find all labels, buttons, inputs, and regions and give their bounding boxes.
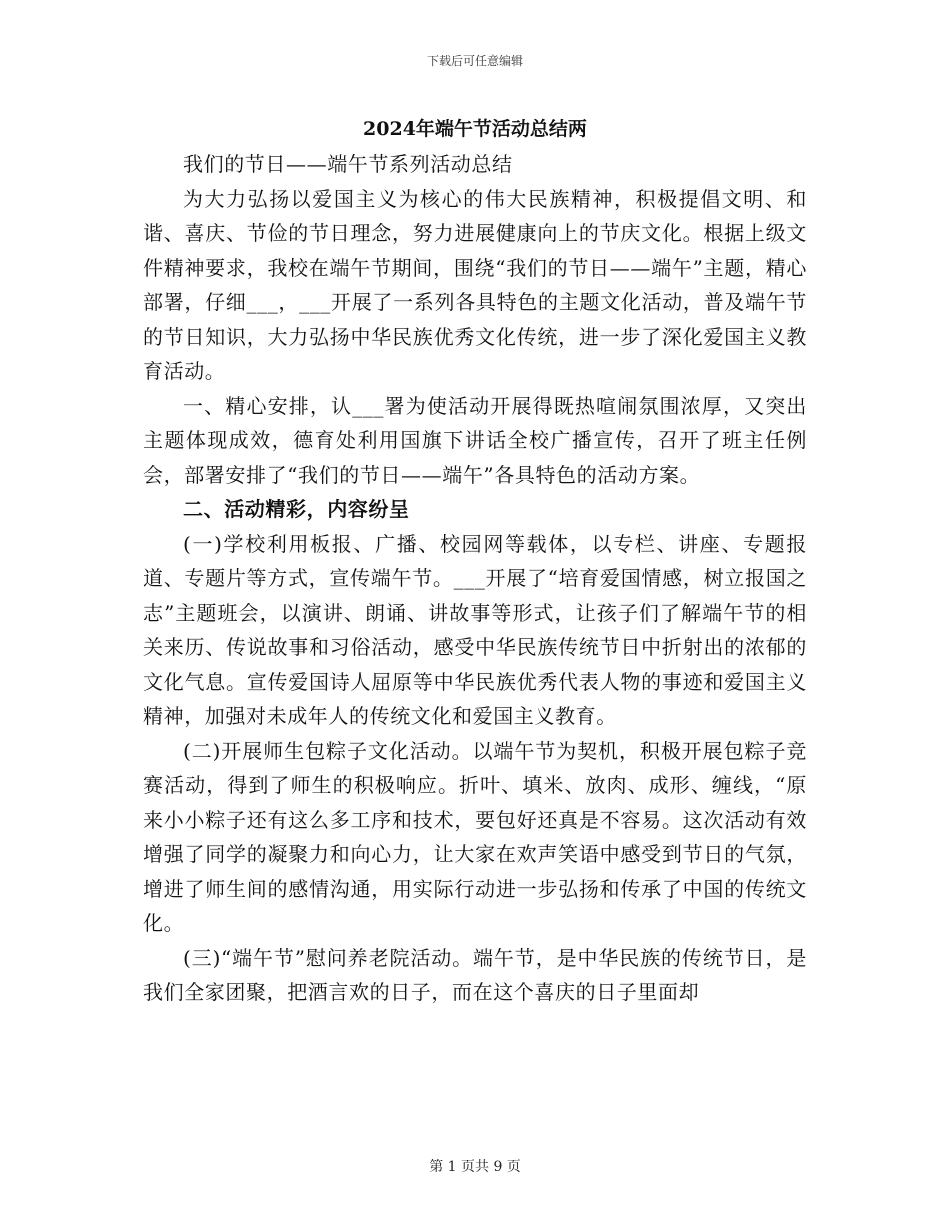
paragraph-item-3: (三)“端午节”慰问养老院活动。端午节，是中华民族的传统节日，是我们全家团聚，把酒言欢的日子，而在这个喜庆的日子里面却 [143, 945, 807, 1004]
paragraph-item-2: (二)开展师生包粽子文化活动。以端午节为契机，积极开展包粽子竞赛活动，得到了师生的积极响应。折叶、填米、放肉、成形、缠线，“原来小小粽子还有这么多工序和技术，要包好还真是不容易。这次活动有效增强了同学的凝聚力和向心力，让大家在欢声笑语中感受到节日的气氛，增进了师生间的感情沟通，用实际行动进一步弘扬和传承了中国的传统文化。 [143, 738, 807, 935]
page-footer: 第 1 页共 9 页 [429, 1159, 521, 1175]
header-note: 下载后可任意编辑 [426, 54, 523, 68]
paragraph-intro: 为大力弘扬以爱国主义为核心的伟大民族精神，积极提倡文明、和谐、喜庆、节俭的节日理念，努力进展健康向上的节庆文化。根据上级文件精神要求，我校在端午节期间，围绕“我们的节日——端午”主题，精心部署，仔细___，___开展了一系列各具特色的主题文化活动，普及端午节的节日知识，大力弘扬中华民族优秀文化传统，进一步了深化爱国主义教育活动。 [143, 186, 807, 383]
document-title: 2024年端午节活动总结两 [363, 118, 587, 140]
document-body [143, 147, 807, 1010]
paragraph-section-1: 一、精心安排，认___署为使活动开展得既热喧闹氛围浓厚，又突出主题体现成效，德育处利用国旗下讲话全校广播宣传，召开了班主任例会，部署安排了“我们的节日——端午”各具特色的活动方案。 [143, 393, 807, 487]
section-heading-2: 二、活动精彩，内容纷呈 [183, 497, 410, 521]
paragraph-subtitle: 我们的节日——端午节系列活动总结 [183, 152, 513, 176]
paragraph-item-1: (一)学校利用板报、广播、校园网等载体，以专栏、讲座、专题报道、专题片等方式，宣传端午节。___开展了“培育爱国情感，树立报国之志”主题班会，以演讲、朗诵、讲故事等形式，让孩子们了解端午节的相关来历、传说故事和习俗活动，感受中华民族传统节日中折射出的浓郁的文化气息。宣传爱国诗人屈原等中华民族优秀代表人物的事迹和爱国主义精神，加强对未成年人的传统文化和爱国主义教育。 [143, 531, 807, 728]
